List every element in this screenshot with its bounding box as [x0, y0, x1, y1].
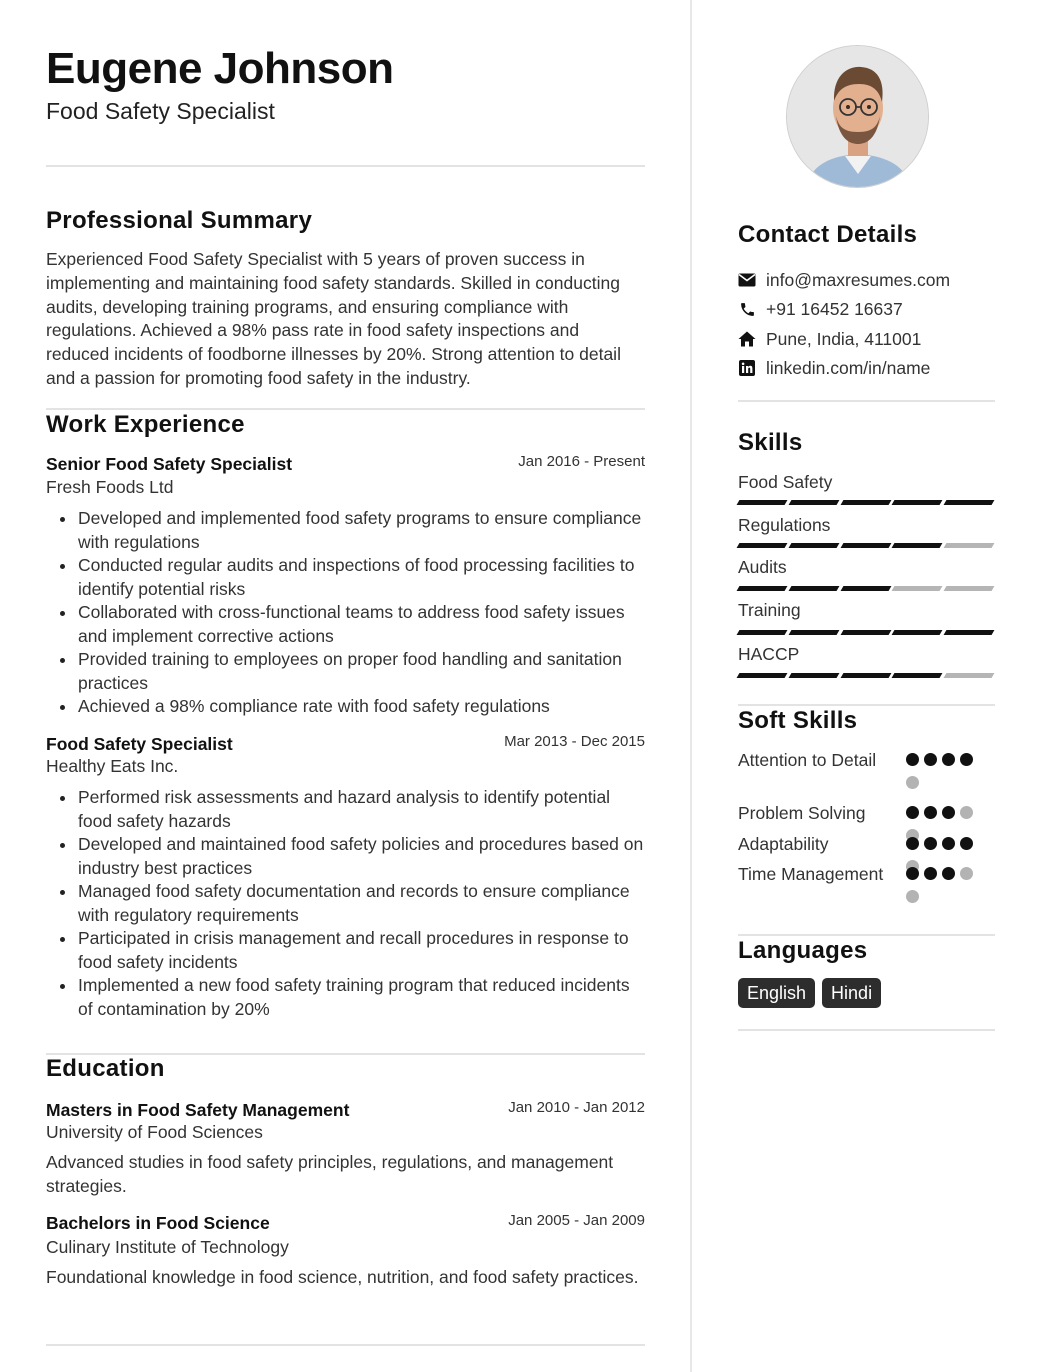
rating-dot	[906, 867, 919, 880]
skill-name: HACCP	[738, 644, 800, 664]
skill-level-segment	[944, 673, 995, 678]
language-list	[738, 978, 881, 1008]
skills-divider	[738, 704, 995, 706]
contact-phone-text: +91 16452 16637	[766, 298, 903, 319]
contact-email-text: info@maxresumes.com	[766, 269, 951, 290]
skill-level-bar	[738, 543, 993, 548]
soft-skills-heading: Soft Skills	[738, 707, 858, 734]
skill-name: Food Safety	[738, 472, 833, 492]
column-divider	[690, 0, 692, 1372]
contact-linkedin-text: linkedin.com/in/name	[766, 357, 931, 378]
job-title: Food Safety Specialist	[46, 734, 233, 754]
rating-dot	[960, 837, 973, 850]
rating-dot	[924, 867, 937, 880]
skill-level-segment	[840, 543, 891, 548]
soft-skills-divider	[738, 934, 995, 936]
skill-level-segment	[840, 586, 891, 591]
job-date: Jan 2016 - Present	[518, 453, 645, 470]
list-item: Achieved a 98% compliance rate with food safety regulations	[46, 695, 645, 719]
list-item: Provided training to employees on proper food handling and sanitation practices	[46, 648, 645, 695]
home-icon	[738, 330, 756, 348]
rating-dot	[942, 837, 955, 850]
rating-dot	[960, 867, 973, 880]
skill-level-bar	[738, 673, 993, 678]
school-name: Culinary Institute of Technology	[46, 1237, 289, 1257]
summary-text: Experienced Food Safety Specialist with 5 years of proven success in implementing and maintaining food safety standards. Skilled in conducting audits, developing training programs, and ensuring compliance with regulations. Achieved a 98% pass rate in food safety inspections and reduced incidents of foodborne illnesses by 20%. Strong attention to detail and a passion for promoting food safety in the industry.	[46, 249, 621, 388]
skill-level-segment	[788, 500, 839, 505]
skill-level-segment	[944, 543, 995, 548]
list-item: Conducted regular audits and inspections of food processing facilities to identify potential risks	[46, 554, 645, 601]
skills-heading: Skills	[738, 429, 803, 456]
list-item: Developed and maintained food safety policies and procedures based on industry best practices	[46, 833, 645, 880]
job-bullets	[46, 507, 645, 719]
skill-level-segment	[788, 630, 839, 635]
rating-dot	[924, 753, 937, 766]
rating-dot	[906, 806, 919, 819]
summary-divider	[46, 408, 645, 410]
profile-photo	[786, 45, 929, 188]
skill-level-bar	[738, 630, 993, 635]
skill-level-segment	[892, 586, 943, 591]
education-description: Advanced studies in food safety principles, regulations, and management strategies.	[46, 1152, 614, 1196]
soft-skill-rating	[906, 753, 984, 789]
job-date: Mar 2013 - Dec 2015	[504, 733, 645, 750]
list-item: Managed food safety documentation and records to ensure compliance with regulatory requirements	[46, 880, 645, 927]
skill-level-segment	[737, 543, 788, 548]
list-item: Developed and implemented food safety programs to ensure compliance with regulations	[46, 507, 645, 554]
envelope-icon	[738, 271, 756, 289]
skill-name: Audits	[738, 557, 787, 577]
skill-level-segment	[944, 500, 995, 505]
skill-level-segment	[788, 543, 839, 548]
rating-dot	[960, 753, 973, 766]
rating-dot	[924, 837, 937, 850]
education-description: Foundational knowledge in food science, nutrition, and food safety practices.	[46, 1267, 639, 1287]
education-date: Jan 2010 - Jan 2012	[508, 1099, 645, 1116]
rating-dot	[924, 806, 937, 819]
list-item: Implemented a new food safety training program that reduced incidents of contamination by 20%	[46, 974, 645, 1021]
skill-name: Training	[738, 600, 801, 620]
job-title: Senior Food Safety Specialist	[46, 454, 293, 474]
skill-level-bar	[738, 586, 993, 591]
rating-dot	[906, 837, 919, 850]
language-chip: English	[738, 978, 815, 1008]
skill-name: Regulations	[738, 515, 831, 535]
contact-heading: Contact Details	[738, 221, 918, 248]
rating-dot	[942, 753, 955, 766]
contact-email[interactable]	[738, 268, 950, 292]
rating-dot	[906, 890, 919, 903]
candidate-title: Food Safety Specialist	[46, 98, 275, 124]
skill-level-segment	[892, 500, 943, 505]
language-chip: Hindi	[822, 978, 881, 1008]
contact-address-text: Pune, India, 411001	[766, 328, 922, 349]
skill-level-segment	[788, 586, 839, 591]
list-item: Collaborated with cross-functional teams to address food safety issues and implement corrective actions	[46, 601, 645, 648]
skill-level-segment	[840, 500, 891, 505]
list-item: Performed risk assessments and hazard analysis to identify potential food safety hazards	[46, 786, 645, 833]
rating-dot	[942, 806, 955, 819]
rating-dot	[906, 753, 919, 766]
soft-skill-name: Adaptability	[738, 834, 829, 854]
rating-dot	[942, 867, 955, 880]
soft-skill-name: Attention to Detail	[738, 750, 877, 770]
soft-skill-name: Problem Solving	[738, 803, 866, 823]
degree-title: Bachelors in Food Science	[46, 1213, 270, 1233]
skill-level-segment	[944, 586, 995, 591]
summary-heading: Professional Summary	[46, 207, 313, 234]
skill-level-segment	[737, 630, 788, 635]
linkedin-icon	[738, 359, 756, 377]
avatar-illustration	[787, 46, 929, 188]
skill-level-segment	[737, 673, 788, 678]
soft-skill-name: Time Management	[738, 864, 884, 884]
degree-title: Masters in Food Safety Management	[46, 1100, 350, 1120]
job-company: Healthy Eats Inc.	[46, 756, 179, 776]
soft-skill-rating	[906, 867, 984, 903]
languages-divider	[738, 1029, 995, 1031]
skill-level-segment	[788, 673, 839, 678]
skill-level-segment	[840, 630, 891, 635]
skill-level-segment	[944, 630, 995, 635]
skill-level-segment	[892, 673, 943, 678]
skill-level-bar	[738, 500, 993, 505]
skill-level-segment	[892, 630, 943, 635]
school-name: University of Food Sciences	[46, 1122, 263, 1142]
rating-dot	[960, 806, 973, 819]
skill-level-segment	[737, 500, 788, 505]
phone-icon	[738, 300, 756, 318]
education-date: Jan 2005 - Jan 2009	[508, 1212, 645, 1229]
languages-heading: Languages	[738, 937, 868, 964]
work-heading: Work Experience	[46, 411, 245, 438]
contact-phone[interactable]	[738, 297, 903, 321]
job-company: Fresh Foods Ltd	[46, 477, 174, 497]
job-bullets	[46, 786, 645, 1021]
education-heading: Education	[46, 1055, 165, 1082]
skill-level-segment	[892, 543, 943, 548]
list-item: Participated in crisis management and recall procedures in response to food safety incidents	[46, 927, 645, 974]
contact-linkedin[interactable]	[738, 356, 930, 380]
skill-level-segment	[737, 586, 788, 591]
skill-level-segment	[840, 673, 891, 678]
contact-divider	[738, 400, 995, 402]
candidate-name: Eugene Johnson	[46, 44, 394, 93]
contact-address	[738, 327, 921, 351]
header-divider	[46, 165, 645, 167]
rating-dot	[906, 776, 919, 789]
education-divider	[46, 1344, 645, 1346]
